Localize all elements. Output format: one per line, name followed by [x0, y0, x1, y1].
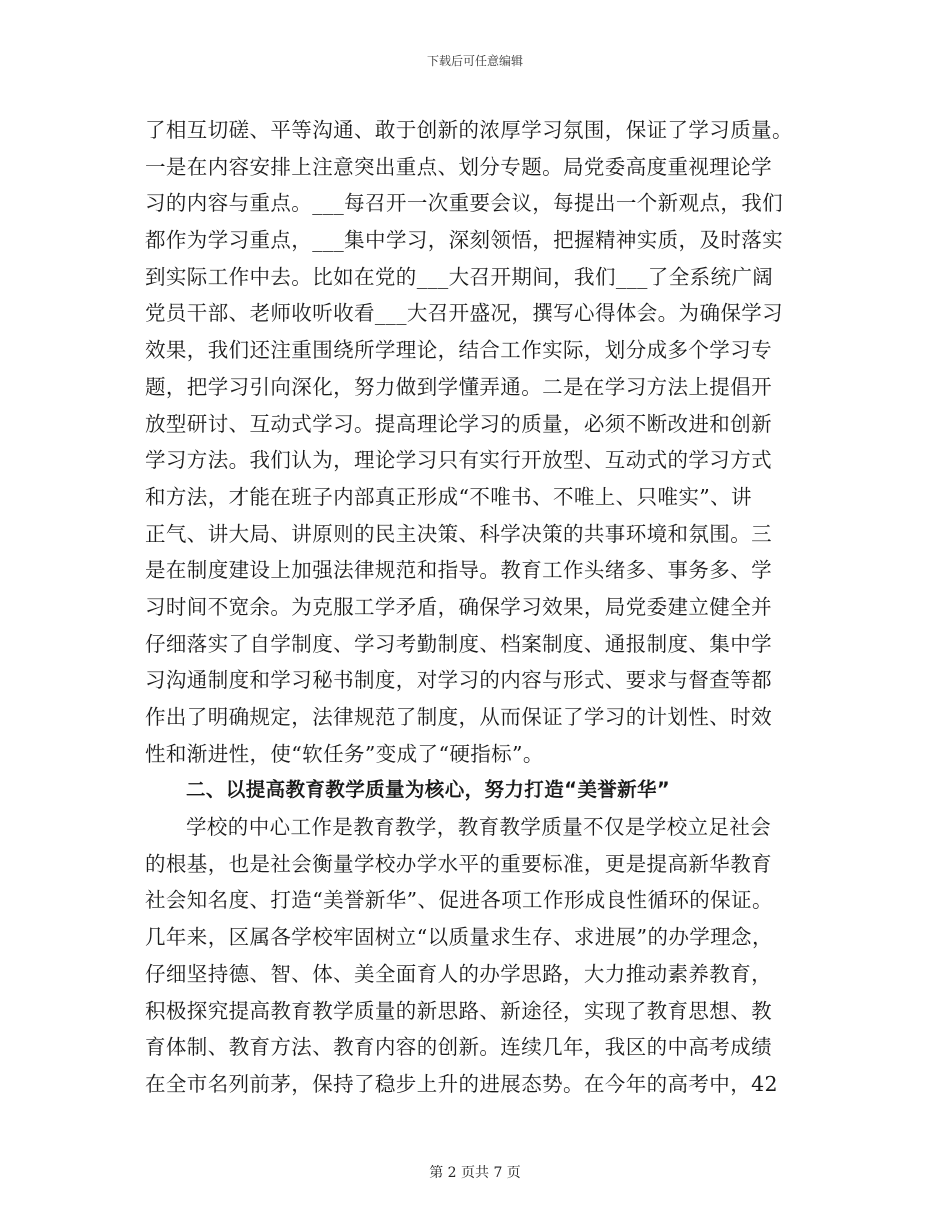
text-line: 放型研讨、互动式学习。提高理论学习的质量，必须不断改进和创新 [145, 411, 772, 436]
page-footer: 第 2 页共 7 页 [429, 1165, 521, 1181]
text-line: 社会知名度、打造“美誉新华”、促进各项工作形成良性循环的保证。 [145, 888, 773, 913]
text-line: 和方法，才能在班子内部真正形成“不唯书、不唯上、只唯实”、讲 [145, 484, 752, 509]
text-line: 积极探究提高教育教学质量的新思路、新途径，实现了教育思想、教 [145, 998, 772, 1023]
document-body [145, 112, 805, 1103]
text-line: 仔细坚持德、智、体、美全面育人的办学思路，大力推动素养教育， [145, 961, 772, 986]
text-line: 都作为学习重点，___集中学习，深刻领悟，把握精神实质，及时落实 [145, 228, 784, 253]
text-line: 正气、讲大局、讲原则的民主决策、科学决策的共事环境和氛围。三 [145, 521, 772, 546]
text-line: 习沟通制度和学习秘书制度，对学习的内容与形式、要求与督查等都 [145, 668, 772, 693]
text-line: 学习方法。我们认为，理论学习只有实行开放型、互动式的学习方式 [145, 448, 772, 473]
text-line: 性和渐进性，使“软任务”变成了“硬指标”。 [145, 741, 544, 766]
text-line: 学校的中心工作是教育教学，教育教学质量不仅是学校立足社会 [186, 815, 772, 840]
text-line: 到实际工作中去。比如在党的___大召开期间，我们___了全系统广阔 [145, 264, 774, 289]
text-line: 了相互切磋、平等沟通、敢于创新的浓厚学习氛围，保证了学习质量。 [145, 118, 793, 142]
text-line: 是在制度建设上加强法律规范和指导。教育工作头绪多、事务多、学 [145, 558, 772, 583]
section-heading: 二、以提高教育教学质量为核心，努力打造“美誉新华” [186, 778, 671, 802]
text-line: 几年来，区属各学校牢固树立“以质量求生存、求进展”的办学理念， [145, 925, 773, 950]
text-line: 习时间不宽余。为克服工学矛盾，确保学习效果，局党委建立健全并 [145, 594, 772, 619]
page-header: 下载后可任意编辑 [426, 54, 523, 68]
text-line: 效果，我们还注重围绕所学理论，结合工作实际，划分成多个学习专 [145, 338, 772, 363]
text-line: 题，把学习引向深化，努力做到学懂弄通。二是在学习方法上提倡开 [145, 374, 772, 399]
text-line: 党员干部、老师收听收看___大召开盛况，撰写心得体会。为确保学习 [145, 301, 784, 326]
text-line: 的根基，也是社会衡量学校办学水平的重要标准，更是提高新华教育 [145, 851, 772, 876]
text-line: 习的内容与重点。___每召开一次重要会议，每提出一个新观点，我们 [145, 191, 784, 216]
text-line: 作出了明确规定，法律规范了制度，从而保证了学习的计划性、时效 [145, 705, 772, 729]
text-line: 仔细落实了自学制度、学习考勤制度、档案制度、通报制度、集中学 [145, 631, 772, 656]
text-line: 育体制、教育方法、教育内容的创新。连续几年，我区的中高考成绩 [145, 1035, 772, 1060]
text-line: 在全市名列前茅，保持了稳步上升的进展态势。在今年的高考中，42 [145, 1071, 778, 1096]
text-line: 一是在内容安排上注意突出重点、划分专题。局党委高度重视理论学 [145, 154, 772, 179]
